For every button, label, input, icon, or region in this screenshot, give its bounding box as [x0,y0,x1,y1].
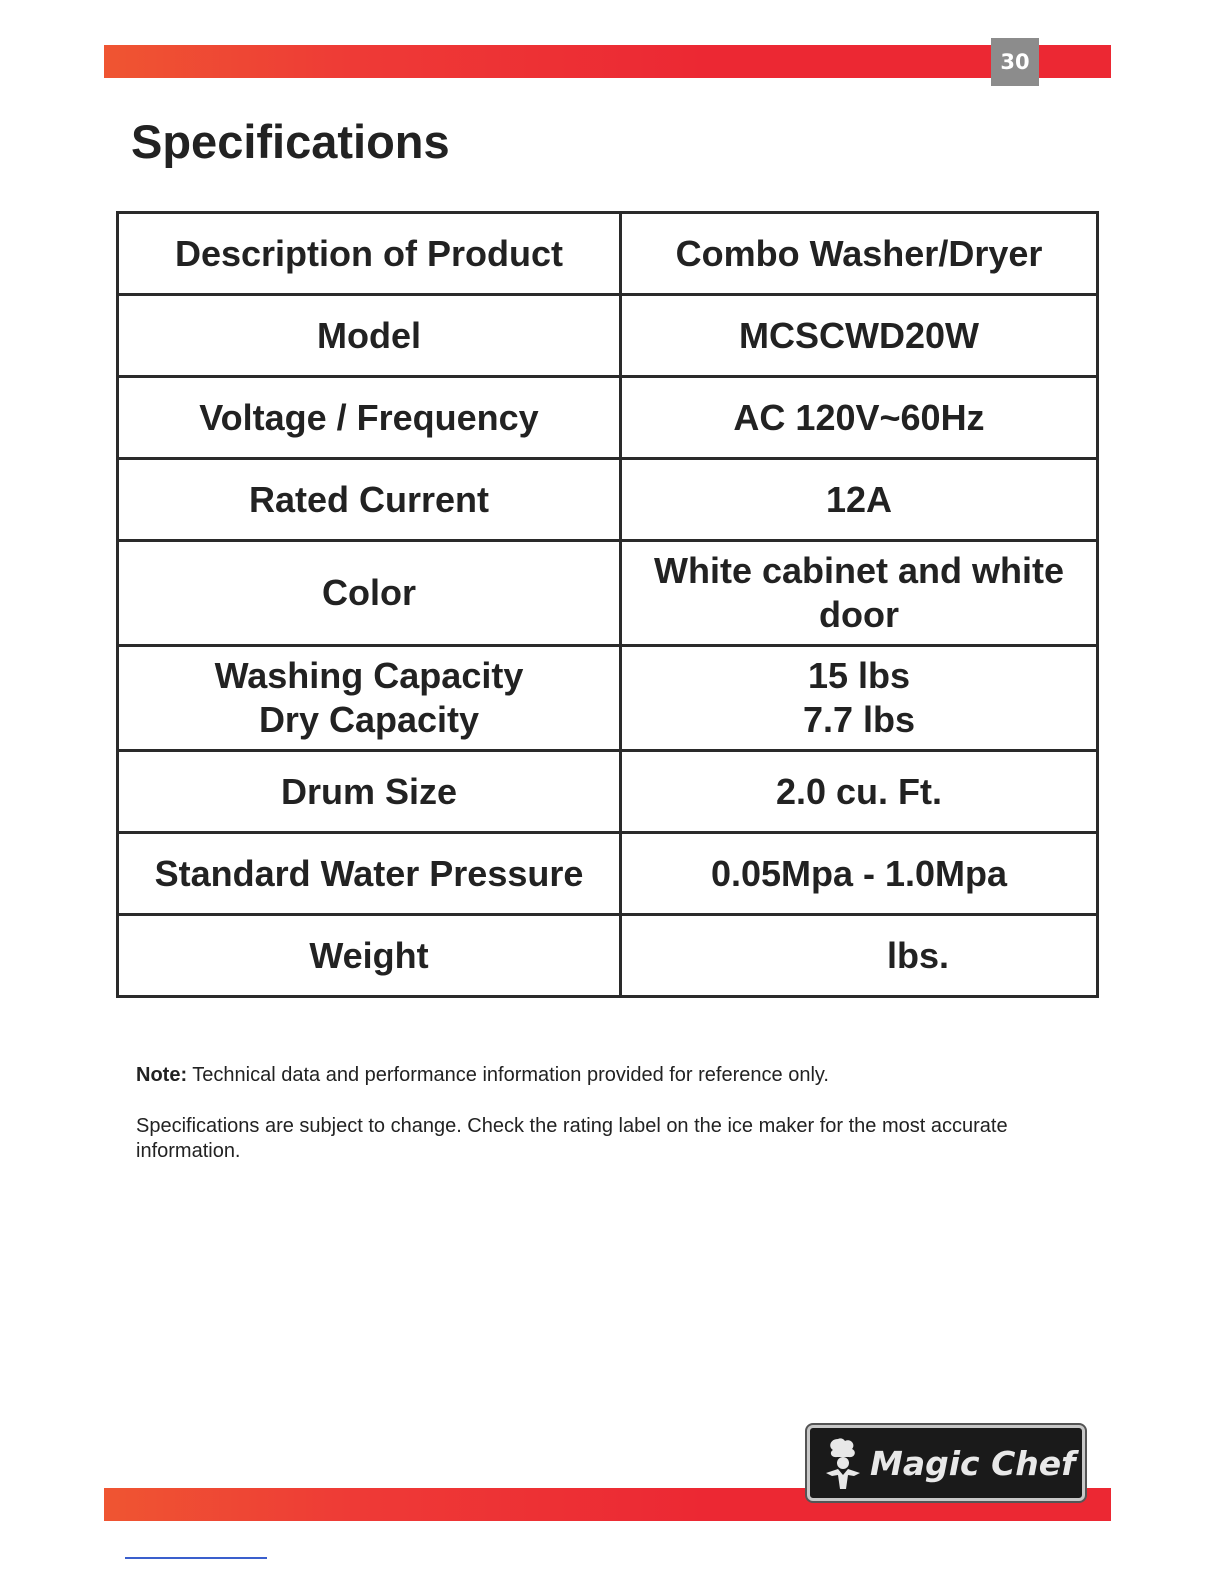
table-row [118,459,1098,541]
table-row [118,646,1098,751]
spec-label: Color [118,541,621,646]
spec-value: AC 120V~60Hz [621,377,1098,459]
spec-label: Model [118,295,621,377]
spec-value: MCSCWD20W [621,295,1098,377]
note-label: Note: [136,1064,188,1086]
spec-table [116,211,1099,998]
spec-label-line: Washing Capacity [214,655,524,696]
table-row [118,213,1098,295]
spec-value: 2.0 cu. Ft. [621,751,1098,833]
subject-to-change-text: Specifications are subject to change. Check the rating label on the ice maker for the most accurate information. [136,1115,1008,1162]
table-row [118,295,1098,377]
spec-label: Weight [118,915,621,997]
note-text [136,1063,1096,1088]
spec-value-line: 7.7 lbs [802,699,916,740]
spec-value: 0.05Mpa - 1.0Mpa [621,833,1098,915]
brand-logo [807,1425,1085,1501]
chef-icon [820,1435,866,1491]
page-title: Specifications [131,115,450,168]
header-bar [104,45,1111,78]
spec-label: Drum Size [118,751,621,833]
spec-value [621,915,1098,997]
spec-label-line: Dry Capacity [258,699,480,740]
spec-label: Standard Water Pressure [118,833,621,915]
spec-label [118,646,621,751]
spec-value: White cabinet and white door [621,541,1098,646]
spec-value-text: lbs. [887,934,950,976]
spec-value: Combo Washer/Dryer [621,213,1098,295]
table-row [118,915,1098,997]
footer-underline [125,1557,267,1559]
table-row [118,751,1098,833]
spec-value [621,646,1098,751]
note-body: Technical data and performance information provided for reference only. [187,1064,829,1086]
page-number: 30 [991,38,1039,86]
brand-name: Magic Chef [870,1443,1076,1483]
spec-label: Rated Current [118,459,621,541]
spec-label: Voltage / Frequency [118,377,621,459]
table-row [118,833,1098,915]
spec-value: 12A [621,459,1098,541]
table-row [118,377,1098,459]
table-row [118,541,1098,646]
spec-label: Description of Product [118,213,621,295]
spec-value-line: 15 lbs [807,655,911,696]
